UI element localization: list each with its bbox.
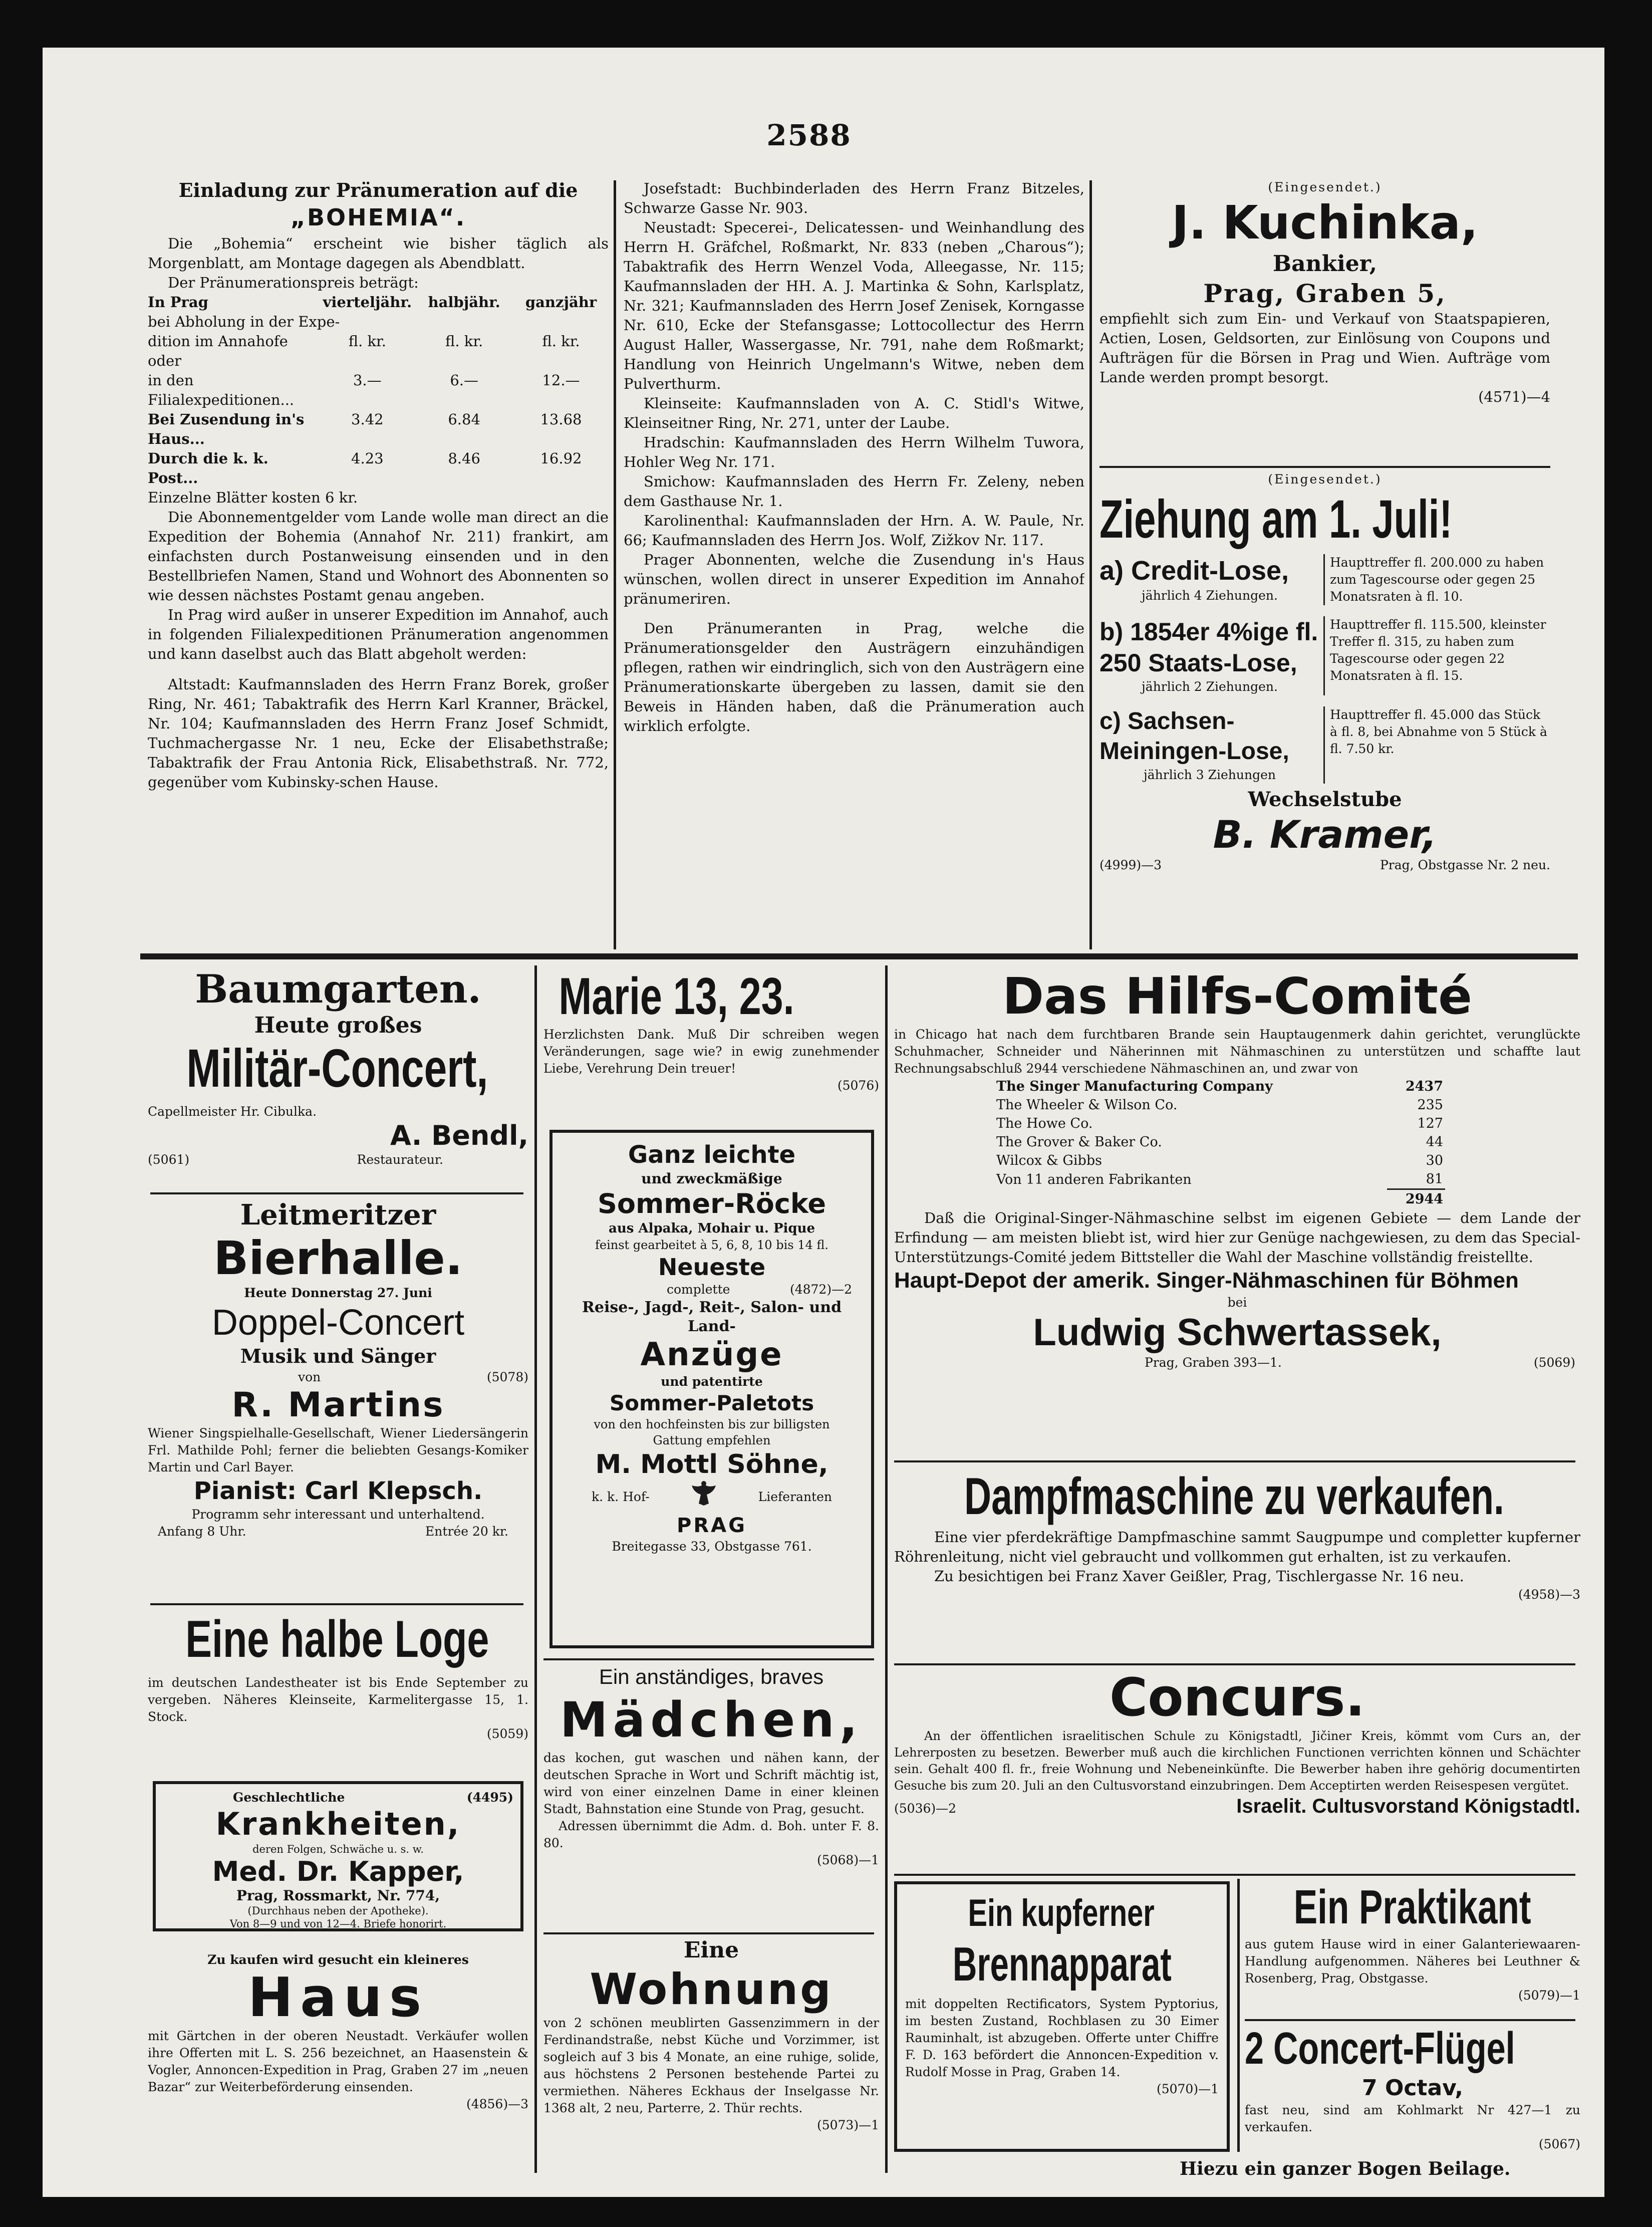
- mottl-neueste: Neueste: [658, 1254, 766, 1281]
- bohemia-intro: Die „Bohemia“ erscheint wie bisher täglich als Morgenblatt, am Montage dagegen als Abendblatt.: [148, 235, 609, 272]
- pianist: Pianist: Carl Klepsch.: [193, 1477, 483, 1505]
- table-row: [994, 1096, 1445, 1114]
- lot-draws: jährlich 3 Ziehungen: [1144, 768, 1276, 782]
- mottl-address: Breitegasse 33, Obstgasse 761.: [612, 1539, 812, 1554]
- concurs-title: Concurs.: [1109, 1667, 1365, 1728]
- baumgarten-ad: [148, 967, 528, 1187]
- bendl-name: A. Bendl,: [390, 1120, 528, 1151]
- hilfs-text2: Daß die Original-Singer-Nähmaschine selbst im eigenen Gebiete — dem Lande der Erfindung — am meisten bliebt ist, wird hier zur Genüge nachgewiesen, zu dem das Special-Unterstützungs-Comité jedem Bittsteller die Wahl der Maschine vollständig freistellte.: [894, 1209, 1580, 1266]
- price-row: [148, 371, 609, 410]
- kapper-number: (4495): [466, 1790, 513, 1805]
- filial-karolinenthal: Karolinenthal: Kaufmannsladen der Hrn. A. W. Paule, Nr. 66; Kaufmannsladen des Herrn Jos. Wolf, Zižkov Nr. 117.: [624, 512, 1084, 549]
- kramer-footer: [1099, 857, 1550, 874]
- table-row: [994, 1077, 1445, 1096]
- schwertassek-address: Prag, Graben 393—1.: [1145, 1355, 1282, 1370]
- ziehung-item-b: [1099, 616, 1550, 695]
- price-cell: 16.92: [540, 450, 582, 467]
- mottl-city: PRAG: [677, 1514, 747, 1537]
- lot-details: Haupttreffer fl. 200.000 zu haben zum Tagescourse oder gegen 25 Monatsraten à fl. 10.: [1323, 554, 1550, 605]
- haupt-depot: Haupt-Depot der amerik. Singer-Nähmaschinen für Böhmen: [894, 1268, 1519, 1293]
- section-divider: [140, 953, 1578, 959]
- wohnung-line1: Eine: [683, 1937, 739, 1963]
- bierhalle-footer: [148, 1523, 528, 1540]
- column-rule: [885, 965, 888, 2173]
- single-price: Einzelne Blätter kosten 6 kr.: [148, 489, 358, 506]
- marie-number: (5076): [837, 1078, 879, 1093]
- haus-title: Haus: [247, 1966, 429, 2029]
- price-cell: fl. kr.: [348, 333, 386, 350]
- ziehung-ad: [1099, 471, 1550, 952]
- kuchinka-name: J. Kuchinka,: [1172, 196, 1478, 250]
- price-row-label: Durch die k. k. Post...: [148, 450, 268, 486]
- baumgarten-concert: Militär-Concert,: [186, 1038, 488, 1098]
- marie-text: Herzlichsten Dank. Muß Dir schreiben wegen Veränderungen, sage wie? in ewig zunehmender Liebe, Verehrung Dein treuer!: [543, 1027, 879, 1076]
- lot-details: Haupttreffer fl. 45.000 das Stück à fl. 8, bei Abnahme von 5 Stück à fl. 7.50 kr.: [1323, 706, 1550, 784]
- maker-name: Wilcox & Gibbs: [996, 1153, 1102, 1168]
- price-row-label: in den Filialexpeditionen...: [148, 372, 295, 408]
- bohemia-price-header: [148, 293, 609, 312]
- kapper-title: Krankheiten,: [215, 1806, 461, 1842]
- price-cell: 3.—: [353, 372, 382, 389]
- schwertassek-footer: [894, 1354, 1580, 1371]
- bohemia-title: Einladung zur Pränumeration auf die: [178, 179, 578, 201]
- marie-title: Marie 13, 23.: [559, 967, 794, 1026]
- filial-kleinseite: Kleinseite: Kaufmannsladen von A. C. Stidl's Witwe, Kleinseitner Ring, Nr. 271, unter der Laube.: [624, 395, 1084, 431]
- brennapparat-ad: [894, 1881, 1230, 2152]
- prague-subscribers-note: Prager Abonnenten, welche die Zusendung in's Haus wünschen, wollen direct in unserer Expedition im Annahof pränumeriren.: [624, 551, 1084, 607]
- kapper-line3: deren Folgen, Schwäche u. s. w.: [252, 1843, 424, 1855]
- dampf-number: (4958)—3: [1518, 1587, 1580, 1602]
- hilfs-title: Das Hilfs-Comité: [1002, 967, 1472, 1026]
- bierhalle-programm: Programm sehr interessant und unterhaltend.: [191, 1507, 485, 1522]
- kapper-line1: Geschlechtliche: [233, 1790, 345, 1805]
- lieferanten-label: Lieferanten: [758, 1489, 832, 1504]
- bohemia-country-subscriptions: Die Abonnementgelder vom Lande wolle man direct an die Expedition der Bohemia (Annahof Nr. 211) frankirt, am einfachsten durch Postanweisung einsenden und in den Bestellbriefen Namen, Stand und Wohnort des Abonnenten so wie dessen nächstes Postamt genau angeben.: [148, 509, 609, 604]
- ziehung-item-a: [1099, 554, 1550, 605]
- mottl-hof-row: [562, 1480, 862, 1513]
- lot-name: c) Sachsen-Meiningen-Lose,: [1099, 708, 1289, 765]
- machine-count: 2437: [1405, 1079, 1443, 1094]
- beilage-note: Hiezu ein ganzer Bogen Beilage.: [1180, 2158, 1511, 2179]
- ad-divider: [1099, 466, 1550, 468]
- haus-ad: [148, 1951, 528, 2167]
- machine-count: 235: [1417, 1097, 1443, 1113]
- page-number: 2588: [766, 118, 852, 152]
- wohnung-title: Wohnung: [590, 1964, 833, 2015]
- machine-count: 127: [1417, 1116, 1443, 1131]
- brenn-text: mit doppelten Rectificators, System Pyptorius, im besten Zustand, Rochblasen zu 30 Eimer Rauminhalt, ist abzugeben. Offerte unter Chiffre F. D. 163 befördert die Annoncen-Expedition v. Rudolf Mosse in Prag, Graben 14.: [905, 1997, 1219, 2079]
- maker-name: The Wheeler & Wilson Co.: [996, 1097, 1178, 1113]
- table-row: [994, 1133, 1445, 1151]
- machine-count: 30: [1426, 1153, 1443, 1168]
- loge-title: Eine halbe Loge: [185, 1610, 489, 1668]
- dampfmaschine-ad: [894, 1465, 1580, 1663]
- ad-divider: [150, 1192, 523, 1194]
- bohemia-name: „BOHEMIA“.: [290, 204, 466, 231]
- baumgarten-footer: [148, 1151, 528, 1168]
- machine-count: 44: [1426, 1134, 1443, 1150]
- maedchen-title: Mädchen,: [560, 1692, 863, 1748]
- bohemia-column: [148, 178, 609, 954]
- mottl-materials: aus Alpaka, Mohair u. Pique: [608, 1221, 815, 1236]
- table-row: [994, 1151, 1445, 1170]
- praktikant-number: (5079)—1: [1518, 1988, 1580, 2003]
- price-cell: 12.—: [542, 372, 580, 389]
- doppel-concert: Doppel-Concert: [211, 1303, 465, 1343]
- lot-draws: jährlich 4 Ziehungen.: [1142, 588, 1278, 603]
- mottl-prices: feinst gearbeitet à 5, 6, 8, 10 bis 14 fl.: [595, 1238, 829, 1252]
- kuchinka-text: empfiehlt sich zum Ein- und Verkauf von Staatspapieren, Actien, Losen, Geldsorten, zur Einlösung von Coupons und Aufträgen für die Börsen in Prag und Wien. Aufträge vom Lande werden prompt besorgt.: [1099, 310, 1550, 386]
- newspaper-page: [43, 48, 1604, 2197]
- column-rule: [534, 965, 537, 2173]
- dampf-title: Dampfmaschine zu verkaufen.: [964, 1467, 1504, 1526]
- price-row-label: Bei Zusendung in's Haus...: [148, 411, 305, 447]
- price-cell: 8.46: [448, 450, 480, 467]
- baumgarten-number: (5061): [148, 1152, 190, 1167]
- kuchinka-number: (4571)—4: [1478, 388, 1550, 405]
- kuchinka-address: Prag, Graben 5,: [1203, 279, 1447, 308]
- price-cell: fl. kr.: [445, 333, 483, 350]
- baumgarten-conductor: Capellmeister Hr. Cibulka.: [148, 1104, 317, 1119]
- machine-count: 81: [1387, 1170, 1445, 1189]
- ziehung-title: Ziehung am 1. Juli!: [1099, 488, 1453, 549]
- haus-line1: Zu kaufen wird gesucht ein kleineres: [207, 1952, 469, 1967]
- martins-name: R. Martins: [231, 1385, 445, 1425]
- fluegel-text: fast neu, sind am Kohlmarkt Nr 427—1 zu verkaufen.: [1245, 2103, 1580, 2134]
- price-cell: 6.—: [450, 372, 478, 389]
- maedchen-number: (5068)—1: [816, 1853, 879, 1867]
- filial-smichow: Smichow: Kaufmannsladen des Herrn Fr. Zeleny, neben dem Gasthause Nr. 1.: [624, 473, 1084, 510]
- kramer-name: B. Kramer,: [1213, 812, 1437, 857]
- bierhalle-date: Heute Donnerstag 27. Juni: [244, 1286, 432, 1300]
- mottl-line2: und zweckmäßige: [641, 1170, 782, 1187]
- kuchinka-ad: [1099, 179, 1550, 459]
- price-pickup-label: bei Abholung in der Expe-: [148, 313, 340, 330]
- von-label: von: [298, 1370, 321, 1384]
- loge-ad: [148, 1608, 528, 1786]
- mottl-complette-row: [562, 1281, 862, 1298]
- entree-price: Entrée 20 kr.: [425, 1524, 508, 1539]
- bohemia-price-intro: Der Pränumerationspreis beträgt:: [168, 274, 419, 291]
- filial-altstadt: Altstadt: Kaufmannsladen des Herrn Franz Borek, großer Ring, Nr. 461; Tabaktrafik des Herrn Karl Kranner, Bräckel, Nr. 104; Kaufmannsladen des Herrn Franz Josef Schmidt, Tuchmachergasse Nr. 1 neu, Ecke der Elisabethstraße; Tabaktrafik der Frau Antonia Rick, Elisabethstraß. Nr. 772, gegenüber vom Kubinsky-schen Hause.: [148, 676, 609, 791]
- price-cell: 3.42: [351, 411, 384, 428]
- maedchen-line1: Ein anständiges, braves: [599, 1665, 824, 1688]
- table-row: [994, 1170, 1445, 1189]
- maker-name: The Singer Manufacturing Company: [996, 1079, 1273, 1094]
- table-row: [994, 1189, 1445, 1209]
- hof-label: k. k. Hof-: [592, 1489, 650, 1504]
- kapper-address: Prag, Rossmarkt, Nr. 774,: [236, 1887, 440, 1904]
- ad-divider: [543, 1658, 874, 1660]
- fluegel-number: (5067): [1538, 2137, 1580, 2151]
- ad-divider: [894, 1663, 1575, 1665]
- price-row: [148, 449, 609, 488]
- wohnung-number: (5073)—1: [816, 2118, 879, 2132]
- mottl-recommend: von den hochfeinsten bis zur billigsten Gattung empfehlen: [594, 1417, 830, 1447]
- hilfs-number: (5069): [1533, 1355, 1575, 1370]
- loge-text: im deutschen Landestheater ist bis Ende September zu vergeben. Näheres Kleinseite, Karmelitergasse 15, 1. Stock.: [148, 1675, 528, 1724]
- maedchen-text: das kochen, gut waschen und nähen kann, der deutschen Sprache in Wort und Schrift mächtig ist, wird von einer einzelnen Dame in einer kleinen Stadt, Bahnstation eine Stunde von Prag, gesucht.: [543, 1751, 879, 1816]
- loge-number: (5059): [486, 1726, 528, 1741]
- maker-name: Von 11 anderen Fabrikanten: [996, 1171, 1192, 1187]
- kuchinka-eingesendet: (Eingesendet.): [1268, 180, 1382, 194]
- maedchen-ad: [543, 1663, 879, 1936]
- bierhalle-music: Musik und Sänger: [240, 1345, 436, 1367]
- mottl-name: M. Mottl Söhne,: [595, 1449, 829, 1479]
- bierhalle-line1: Leitmeritzer: [240, 1198, 436, 1231]
- price-cell: 4.23: [351, 450, 384, 467]
- bohemia-filial-intro: In Prag wird außer in unserer Expedition im Annahof, auch in folgenden Filialexpeditionen Pränumeration angenommen und kann daselbst auch das Blatt abgeholt werden:: [148, 606, 609, 662]
- hilfs-bei: bei: [1227, 1295, 1247, 1310]
- praktikant-text: aus gutem Hause wird in einer Galanteriewaaren-Handlung aufgenommen. Näheres bei Leuthner & Rosenberg, Prag, Obstgasse.: [1245, 1937, 1580, 1986]
- haus-number: (4856)—3: [466, 2097, 528, 2111]
- kuchinka-role: Bankier,: [1272, 251, 1378, 277]
- ad-divider: [894, 1460, 1575, 1462]
- bierhalle-title: Bierhalle.: [213, 1231, 463, 1285]
- brenn-line1: Ein kupferner: [968, 1892, 1155, 1934]
- kapper-ad: [153, 1781, 523, 1931]
- price-row: [148, 410, 609, 449]
- marie-ad: [543, 967, 879, 1127]
- table-row: [994, 1114, 1445, 1133]
- baumgarten-title: Baumgarten.: [195, 967, 481, 1012]
- filial-josefstadt: Josefstadt: Buchbinderladen des Herrn Franz Bitzeles, Schwarze Gasse Nr. 903.: [624, 180, 1084, 216]
- kramer-number: (4999)—3: [1099, 858, 1162, 872]
- column-rule: [614, 180, 616, 949]
- lot-draws: jährlich 2 Ziehungen.: [1142, 679, 1278, 694]
- machine-total: 2944: [1405, 1191, 1443, 1207]
- filial-hradschin: Hradschin: Kaufmannsladen des Herrn Wilhelm Tuwora, Hohler Weg Nr. 171.: [624, 434, 1084, 470]
- maedchen-text2: Adressen übernimmt die Adm. d. Boh. unter F. 8. 80.: [543, 1819, 879, 1850]
- praktikant-title: Ein Praktikant: [1293, 1880, 1531, 1934]
- concurs-ad: [894, 1667, 1580, 1872]
- kapper-line6: (Durchhaus neben der Apotheke).: [247, 1905, 429, 1917]
- lot-name: b) 1854er 4%ige fl. 250 Staats-Lose,: [1099, 618, 1318, 677]
- column-rule: [1237, 1879, 1240, 2152]
- baumgarten-line2: Heute großes: [254, 1013, 422, 1038]
- price-head-half: halbjähr.: [428, 294, 500, 311]
- price-head-quarter: vierteljähr.: [323, 294, 412, 311]
- price-cell: 6.84: [448, 411, 480, 428]
- brenn-number: (5070)—1: [1156, 2082, 1219, 2096]
- lot-details: Haupttreffer fl. 115.500, kleinster Treffer fl. 315, zu haben zum Tagescourse oder gegen 22 Monatsraten à fl. 15.: [1323, 616, 1550, 695]
- fluegel-octav: 7 Octav,: [1362, 2075, 1463, 2101]
- fluegel-title: 2 Concert-Flügel: [1245, 2024, 1515, 2074]
- bierhalle-ad: [148, 1197, 528, 1601]
- ziehung-item-c: [1099, 706, 1550, 784]
- delivery-card-note: Den Pränumeranten in Prag, welche die Pränumerationsgelder den Austrägern einzuhändigen pflegen, rathen wir eindringlich, sich von den Austrägern eine Pränumerationskarte übergeben zu lassen, damit sie den Beweis in Händen haben, daß die Pränumeration auch wirklich erfolgte.: [624, 620, 1084, 734]
- bierhalle-von-row: [148, 1369, 528, 1386]
- filial-neustadt: Neustadt: Specerei-, Delicatessen- und Weinhandlung des Herrn H. Gräfchel, Roßmarkt, Nr. 833 (neben „Charous“); Tabaktrafik des Herrn Wenzel Voda, Alleegasse, Nr. 115; Kaufmannsladen der HH. A. J. Martinka & Sohn, Karlsplatz, Nr. 321; Kaufmannsladen des Herrn Josef Zenisek, Korngasse Nr. 610, Ecke der Stefansgasse; Lottocollectur des Herrn August Haller, Wassergasse, Nr. 791, nahe dem Roßmarkt; Handlung von Heinrich Ungelmann's Witwe, neben dem Pulverthurm.: [624, 219, 1084, 392]
- sewing-machine-table: [994, 1077, 1445, 1208]
- bierhalle-number: (5078): [486, 1370, 528, 1384]
- kapper-header: [163, 1789, 513, 1806]
- price-head-year: ganzjähr: [525, 294, 597, 311]
- price-row-label: dition im Annahofe oder: [148, 333, 288, 369]
- mottl-ad: [549, 1130, 874, 1648]
- concurs-footer: [894, 1794, 1580, 1818]
- hilfs-comite-ad: [894, 967, 1580, 1458]
- ad-divider: [1245, 2019, 1575, 2021]
- ad-divider: [543, 1932, 874, 1934]
- column-rule: [1089, 180, 1092, 949]
- brenn-title: Brennapparat: [952, 1937, 1172, 1991]
- mottl-suits-types: Reise-, Jagd-, Reit-, Salon- und Land-: [582, 1299, 842, 1335]
- dampf-text2: Zu besichtigen bei Franz Xaver Geißler, Prag, Tischlergasse Nr. 16 neu.: [934, 1568, 1464, 1585]
- wechselstube-label: Wechselstube: [1248, 788, 1402, 811]
- sommer-roecke: Sommer-Röcke: [598, 1188, 826, 1219]
- ziehung-eingesendet: (Eingesendet.): [1268, 472, 1382, 486]
- price-cell: 13.68: [540, 411, 582, 428]
- eagle-crest-icon: [689, 1480, 719, 1513]
- lot-name: a) Credit-Lose,: [1099, 556, 1289, 586]
- sommer-paletots: Sommer-Paletots: [609, 1391, 814, 1415]
- mottl-complette: complette: [667, 1282, 730, 1297]
- bierhalle-text: Wiener Singspielhalle-Gesellschaft, Wiener Liedersängerin Frl. Mathilde Pohl; ferner die beliebten Gesangs-Komiker Martin und Carl Bayer.: [148, 1426, 528, 1474]
- price-row: [148, 332, 609, 371]
- wohnung-text: von 2 schönen meublirten Gassenzimmern in der Ferdinandstraße, nebst Küche und Vorzimmer, ist sogleich auf 3 bis 4 Monate, an eine ruhige, solide, aus höchstens 2 Personen bestehende Partei zu vermiethen. Näheres Eckhaus der Inselgasse Nr. 1368 alt, 2 neu, Parterre, 2. Thür rechts.: [543, 2016, 879, 2115]
- anfang-time: Anfang 8 Uhr.: [158, 1524, 246, 1539]
- mottl-line1: Ganz leichte: [628, 1141, 796, 1169]
- kapper-doctor: Med. Dr. Kapper,: [212, 1856, 464, 1887]
- haus-text: mit Gärtchen in der oberen Neustadt. Verkäufer wollen ihre Offerten mit L. S. 256 bezeichnet, an Haasenstein & Vogler, Annoncen-Expedition in Prag, Graben 27 im „neuen Bazar“ zur Weiterbeförderung einsenden.: [148, 2029, 528, 2094]
- filial-list-column: [624, 179, 1084, 954]
- kramer-address: Prag, Obstgasse Nr. 2 neu.: [1380, 858, 1550, 872]
- price-head-place: In Prag: [148, 294, 208, 311]
- anzuege: Anzüge: [640, 1336, 783, 1373]
- price-cell: fl. kr.: [542, 333, 580, 350]
- concurs-text: An der öffentlichen israelitischen Schule zu Königstadtl, Jičiner Kreis, kömmt vom Curs an, der Lehrerposten zu besetzen. Bewerber muß auch die kirchlichen Functionen verrichten können und Schächter sein. Gehalt 400 fl. fr., freie Wohnung und Nebeneinkünfte. Die Bewerber haben ihre gehörig documentirten Gesuche bis zum 20. Juli an den Cultusvorstand einzubringen. Dem Acceptirten werden Reisespesen vergütet.: [894, 1729, 1580, 1793]
- hilfs-text: in Chicago hat nach dem furchtbaren Brande sein Hauptaugenmerk dahin gerichtet, verunglückte Schuhmacher, Schneider und Näherinnen mit Nähmaschinen zu unterstützen und schaffte laut Rechnungsabschluß 2944 verschiedene Nähmaschinen an, und zwar von: [894, 1027, 1580, 1076]
- concurs-signature: Israelit. Cultusvorstand Königstadtl.: [1236, 1795, 1580, 1817]
- kapper-hours: Von 8—9 und von 12—4. Briefe honorirt.: [229, 1918, 447, 1930]
- wohnung-ad: [543, 1936, 879, 2167]
- schwertassek-name: Ludwig Schwertassek,: [1033, 1311, 1442, 1354]
- fluegel-ad: [1245, 2023, 1580, 2153]
- concurs-number: (5036)—2: [894, 1801, 957, 1816]
- ad-divider: [150, 1603, 523, 1605]
- maker-name: The Howe Co.: [996, 1116, 1093, 1131]
- dampf-text: Eine vier pferdekräftige Dampfmaschine sammt Saugpumpe und completter kupferner Röhrenleitung, nicht viel gebraucht und vollkommen gut erhalten, ist zu verkaufen.: [894, 1529, 1580, 1565]
- maker-name: The Grover & Baker Co.: [996, 1134, 1162, 1150]
- ad-divider: [894, 1874, 1575, 1876]
- mottl-number: (4872)—2: [789, 1282, 852, 1297]
- praktikant-ad: [1245, 1879, 1580, 2017]
- mottl-patentirte: und patentirte: [661, 1374, 763, 1389]
- bendl-role: Restaurateur.: [357, 1152, 443, 1167]
